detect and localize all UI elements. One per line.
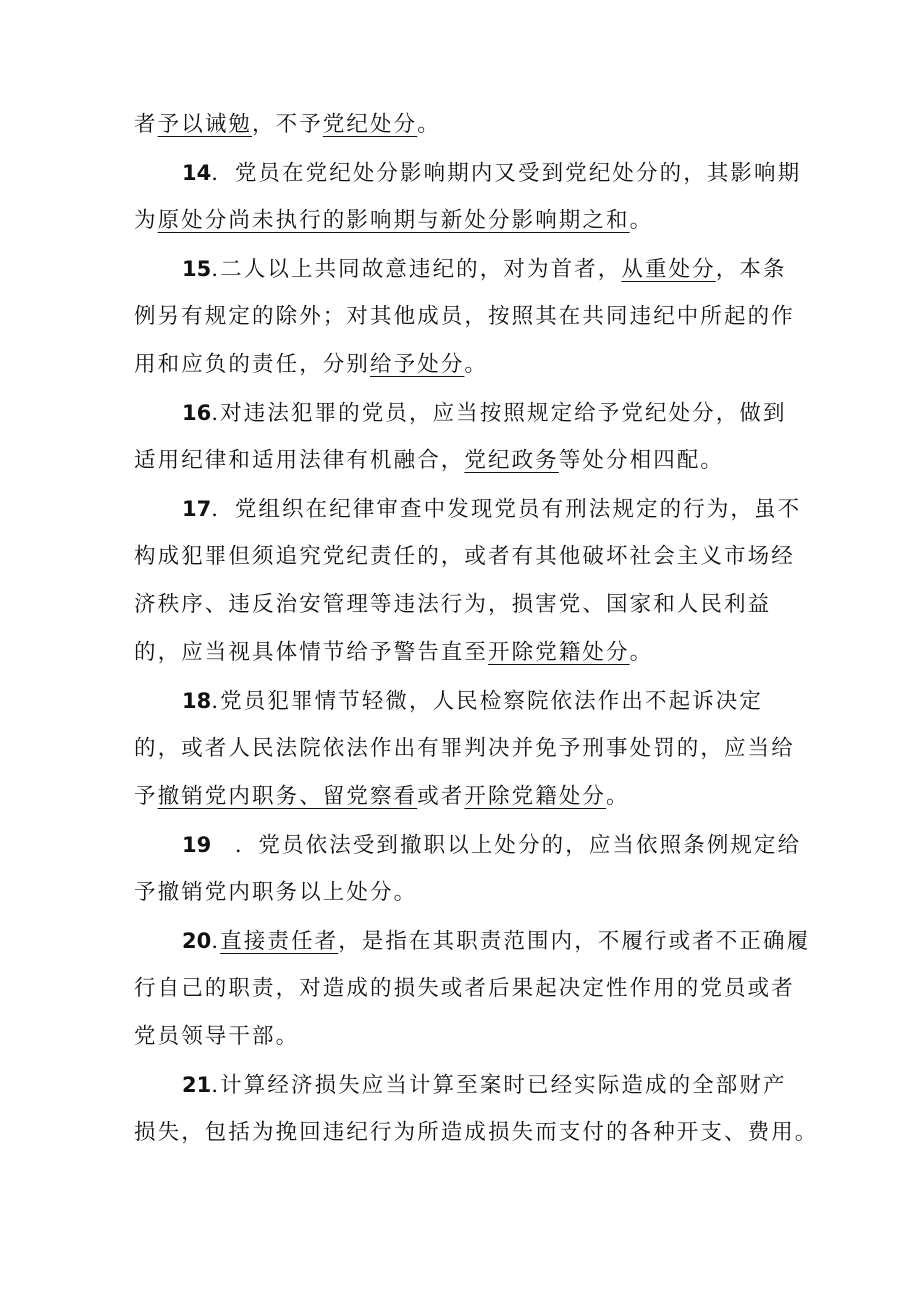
text-segment: 等处分相四配。 [558,448,725,473]
paragraph-line [134,206,653,236]
paragraph-line [134,1022,299,1052]
text-segment: 的，应当视具体情节给予警告直至 [134,640,489,665]
underlined-text: 开除党籍处分 [488,640,630,665]
item-number: 20 [182,929,212,953]
text-segment: ．党员依法受到撤职以上处分的，应当依照条例规定给 [211,833,802,858]
underlined-text: 直接责任者 [220,929,339,954]
paragraph-line [134,446,724,476]
underlined-text: 予以诫勉 [157,112,253,137]
paragraph-line [134,638,653,668]
text-segment: 或者 [417,784,465,809]
text-segment: 例另有规定的除外；对其他成员，按照其在共同违纪中所起的作 [134,304,795,329]
text-segment: 行自己的职责，对造成的损失或者后果起决定性作用的党员或者 [134,976,795,1001]
paragraph-line [134,974,795,1004]
text-segment: ，本条 [715,257,787,282]
text-segment: 济秩序、违反治安管理等违法行为，损害党、国家和人民利益 [134,592,772,617]
paragraph-line [182,830,801,861]
item-number: 15 [182,257,212,281]
paragraph-line [134,302,795,332]
paragraph-line [134,590,771,620]
item-number: 18 [182,689,212,713]
text-segment: 。 [629,640,654,665]
underlined-text: 开除党籍处分 [464,784,607,809]
underlined-text: 从重处分 [621,257,716,282]
text-segment: 予 [134,784,158,809]
text-segment: 用和应负的责任，分别 [134,352,371,377]
text-segment: .党员犯罪情节轻微，人民检察院依法作出不起诉决定 [211,689,763,714]
text-segment: 。 [417,112,441,137]
paragraph-line [182,398,787,429]
text-segment: 为 [134,208,158,233]
text-segment: ，是指在其职责范围内，不履行或者不正确履 [338,929,811,954]
text-segment: 。 [606,784,630,809]
paragraph-line [182,1070,787,1101]
text-segment: .二人以上共同故意违纪的，对为首者， [211,257,622,282]
text-segment: .对违法犯罪的党员，应当按照规定给予党纪处分，做到 [211,401,787,426]
paragraph-line [182,686,763,717]
text-segment: ，不予 [252,112,323,137]
text-segment: 。 [464,352,489,377]
paragraph-line [134,542,795,572]
text-segment: ．党员在党纪处分影响期内又受到党纪处分的，其影响期 [211,161,802,186]
paragraph-line [134,110,441,140]
text-segment: . [211,929,221,954]
underlined-text: 撤销党内职务、留党察看 [157,784,418,809]
text-segment: ．党组织在纪律审查中发现党员有刑法规定的行为，虽不 [211,497,802,522]
paragraph-line [182,254,787,285]
underlined-text: 党纪政务 [464,448,559,473]
text-segment: .计算经济损失应当计算至案时已经实际造成的全部财产 [211,1073,787,1098]
text-segment: 损失，包括为挽回违纪行为所造成损失而支付的各种开支、费用。 [134,1120,819,1145]
text-segment: 予撤销党内职务以上处分。 [134,880,418,905]
text-segment: 的，或者人民法院依法作出有罪判决并免予刑事处罚的，应当给 [134,736,795,761]
paragraph-line [182,494,801,525]
underlined-text: 原处分尚未执行的影响期与新处分影响期之和 [157,208,630,233]
text-segment: 适用纪律和适用法律有机融合， [134,448,465,473]
item-number: 17 [182,497,212,521]
paragraph-line [134,878,417,908]
text-segment: 党员领导干部。 [134,1024,300,1049]
text-segment: 构成犯罪但须追究党纪责任的，或者有其他破坏社会主义市场经 [134,544,795,569]
paragraph-line [134,1118,818,1148]
paragraph-line [182,926,810,957]
paragraph-line [134,350,488,380]
underlined-text: 党纪处分 [322,112,418,137]
item-number: 21 [182,1073,212,1097]
underlined-text: 给予处分 [370,352,465,377]
item-number: 16 [182,401,212,425]
item-number: 19 [182,833,212,857]
item-number: 14 [182,161,212,185]
text-segment: 。 [629,208,654,233]
paragraph-line [134,734,795,764]
paragraph-line [134,782,630,812]
paragraph-line [182,158,801,189]
text-segment: 者 [134,112,158,137]
